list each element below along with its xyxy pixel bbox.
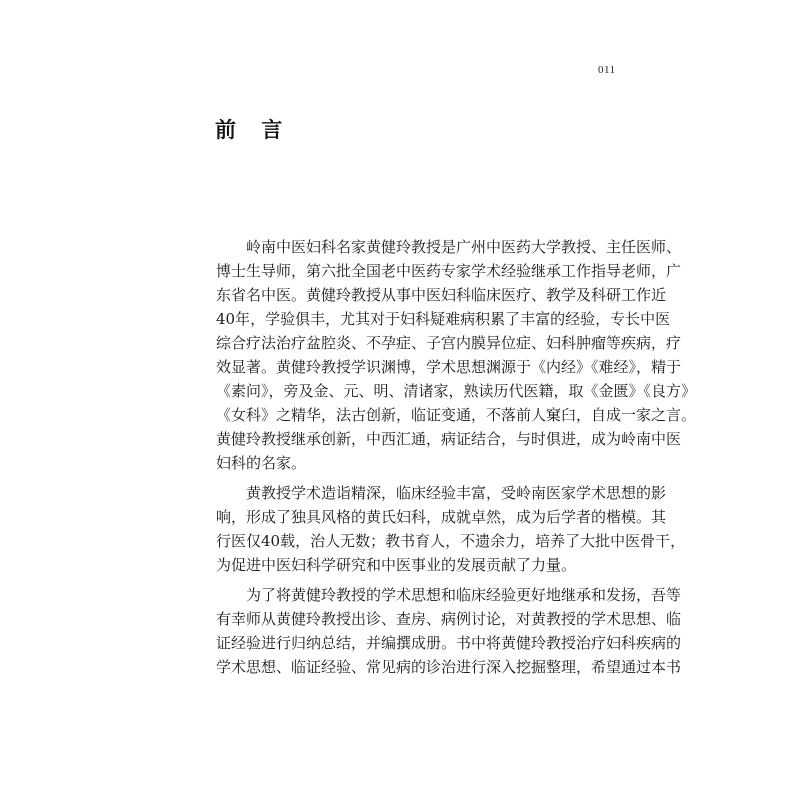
paragraph-line: 为促进中医妇科学研究和中医事业的发展贡献了力量。: [216, 556, 577, 574]
paragraph-line: 行医仅40载，治人无数；教书育人，不遗余力，培养了大批中医骨干，: [216, 532, 686, 550]
paragraph-line: 《素问》，旁及金、元、明、清诸家，熟读历代医籍，取《金匮》《良方》: [216, 382, 697, 400]
paragraph-line: 学术思想、临证经验、常见病的诊治进行深入挖掘整理，希望通过本书: [216, 658, 682, 676]
paragraph-2: [216, 481, 686, 577]
paragraph-3: [216, 583, 682, 679]
paragraph-line: 有幸师从黄健玲教授出诊、查房、病例讨论，对黄教授的学术思想、临: [216, 610, 682, 628]
paragraph-line: 《女科》之精华，法古创新，临证变通，不落前人窠臼，自成一家之言。: [216, 406, 697, 424]
paragraph-line: 证经验进行归纳总结，并编撰成册。书中将黄健玲教授治疗妇科疾病的: [216, 634, 682, 652]
paragraph-line: 综合疗法治疗盆腔炎、不孕症、子宫内膜异位症、妇科肿瘤等疾病，疗: [216, 334, 682, 352]
paragraph-line: 响，形成了独具风格的黄氏妇科，成就卓然，成为后学者的楷模。其: [216, 508, 667, 526]
page-title: 前 言: [215, 118, 292, 142]
page-number: 011: [598, 64, 616, 76]
paragraph-line: 岭南中医妇科名家黄健玲教授是广州中医药大学教授、主任医师、: [246, 238, 682, 256]
body-text: [216, 235, 697, 679]
paragraph-1: [216, 235, 697, 475]
paragraph-line: 东省名中医。黄健玲教授从事中医妇科临床医疗、教学及科研工作近: [216, 286, 667, 304]
paragraph-line: 黄健玲教授继承创新，中西汇通，病证结合，与时俱进，成为岭南中医: [216, 430, 682, 448]
paragraph-line: 博士生导师，第六批全国老中医药专家学术经验继承工作指导老师，广: [216, 262, 682, 280]
paragraph-line: 妇科的名家。: [216, 454, 307, 472]
paragraph-line: 黄教授学术造诣精深，临床经验丰富，受岭南医家学术思想的影: [246, 484, 667, 502]
paragraph-line: 40年，学验俱丰，尤其对于妇科疑难病积累了丰富的经验，专长中医: [216, 310, 671, 328]
paragraph-line: 效显著。黄健玲教授学识渊博，学术思想渊源于《内经》《难经》，精于: [216, 358, 682, 376]
paragraph-line: 为了将黄健玲教授的学术思想和临床经验更好地继承和发扬，吾等: [246, 586, 682, 604]
